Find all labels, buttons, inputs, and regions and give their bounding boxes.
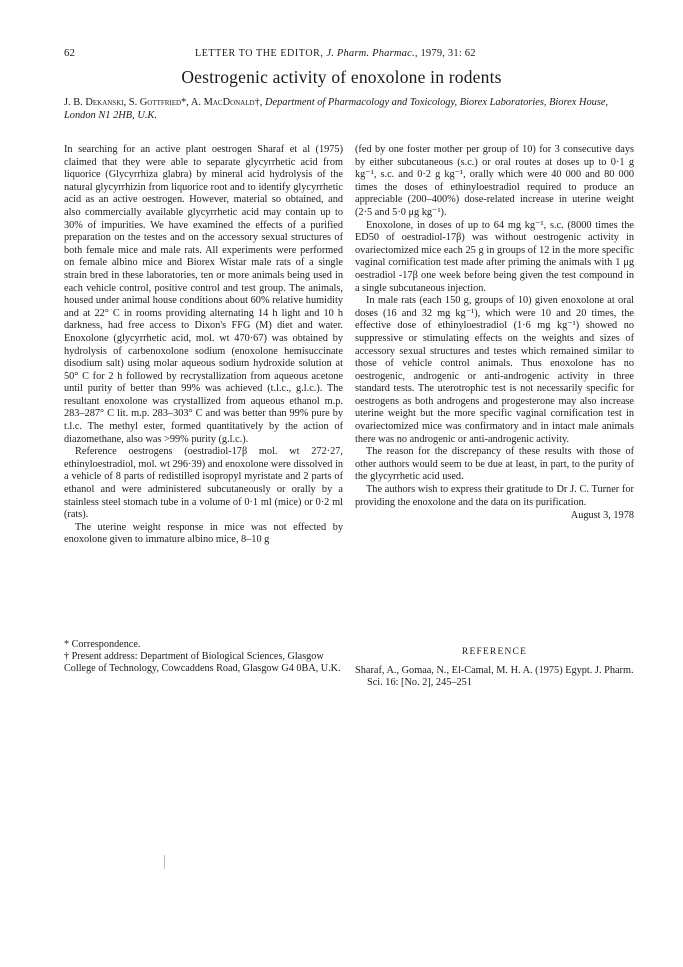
paragraph: (fed by one foster mother per group of 10) for 3 consecutive days by either subcutaneous (s.c.) or oral routes at doses up to 0·1 g kg⁻¹, s.c. and 0·2 g kg⁻¹, orally which were 40 000 and 80 000 times the doses of ethinyloestradiol required to produce an appreciable (200–400%) dose-related increase in uterine weight (2·5 and 5·0 μg kg⁻¹). [355, 144, 634, 218]
reference-entry: Sharaf, A., Gomaa, N., El-Camal, M. H. A. (1975) Egypt. J. Pharm. Sci. 16: [No. 2], 245–251 [355, 665, 634, 689]
paragraph: Enoxolone, in doses of up to 64 mg kg⁻¹, s.c. (8000 times the ED50 of oestradiol-17β) was without oestrogenic activity in ovariectomized mice each 25 g in groups of 12 in the more specific vaginal cornification test made after priming the animals with 1 μg oestradiol -17β one week before being given the test compound in a single subcutaneous injection. [355, 219, 634, 294]
paragraph: In searching for an active plant oestrogen Sharaf et al (1975) claimed that they were able to separate glycyrrhetic acid from liquorice (Glycyrrhiza glabra) by mineral acid hydrolysis of the natural glycyrrhizin from liquorice root and to identify glycyrrhetic acid as an active oestrogen. However, material so obtained, and also commercially available glycyrrhetic acid may contain up to 30% of impurities. We have examined the effects of a purified preparation on the testes and on the accessory sexual structures of both female mice and male rats. All experiments were performed on female albino mice and Biorex Wistar male rats of a single strain bred in these laboratories, ten or more animals being used in each vehicle control, positive control and test group. The animals, housed under animal house conditions about 60% relative humidity and at 22° C in rooms providing alternating 14 h light and 10 h darkness, had free access to Dixon's FFG (M) diet and water. Enoxolone (glycyrrhetic acid, mol. wt 470·67) was obtained by hydrolysis of carbenoxolone sodium (enoxolone hemisuccinate disodium salt) using molar aqueous sodium hydroxide solution at 50° C for 2 h followed by recrystallization from aqueous acetone until purity of better than 99% was achieved (t.l.c., g.l.c.). The resultant enoxolone was crystallized from aqueous ethanol m.p. 283–287° C lit. m.p. 283–303° C and was better than 99% pure by t.l.c. The methyl ester, formed quantitatively by the action of diazomethane, also was >99% purity (g.l.c.). [64, 144, 343, 445]
paragraph: The reason for the discrepancy of these results with those of other authors would seem to be due at least, in part, to the purity of the glycyrrhetic acid used. [355, 446, 634, 483]
paragraph: The authors wish to express their gratitude to Dr J. C. Turner for providing the enoxolone and the data on its purification. [355, 484, 634, 508]
received-date: August 3, 1978 [570, 510, 634, 522]
authors-block [64, 97, 619, 122]
footnotes [64, 639, 343, 676]
running-head [195, 48, 476, 59]
reference-heading: REFERENCE [461, 647, 528, 657]
running-head-journal: J. Pharm. Pharmac., [326, 48, 418, 59]
author-names: J. B. Dekanski, S. Gottfried*, A. MacDonald†, [64, 97, 263, 108]
footnote: * Correspondence. [64, 639, 141, 650]
paragraph: In male rats (each 150 g, groups of 10) given enoxolone at oral doses (16 and 32 mg kg⁻¹), which were 10 and 20 times, the effective dose of ethinyloestradiol (1·6 mg kg⁻¹) showed no suppressive or stimulating effects on the weights and sizes of accessory sexual structures and testes which remained similar to those of vehicle control animals. Thus enoxolone has no oestrogenic, androgenic or anti-androgenic activity in three standard tests. The uterotrophic test is not necessarily specific for oestrogens as both androgens and progesterone may also increase uterine weight but the more specific vaginal cornification test in ovariectomized mice was confirmatory and in intact male animals there was no androgenic or anti-androgenic activity. [355, 295, 634, 445]
running-head-citation: 1979, 31: 62 [420, 48, 476, 59]
article-title: Oestrogenic activity of enoxolone in rodents [181, 67, 502, 87]
body-column-left [64, 144, 343, 547]
page-number: 62 [64, 47, 75, 59]
running-head-label: LETTER TO THE EDITOR, [195, 48, 324, 59]
author-affiliation: Department of Pharmacology and Toxicology, Biorex Laboratories, Biorex House, London N1 2HB, U.K. [64, 97, 609, 121]
body-column-right [355, 144, 634, 523]
paragraph: The uterine weight response in mice was not effected by enoxolone given to immature albino mice, 8–10 g [64, 521, 343, 546]
footnote: † Present address: Department of Biological Sciences, Glasgow College of Technology, Cowcaddens Road, Glasgow G4 0BA, U.K. [64, 651, 341, 675]
page-mark [164, 855, 165, 869]
paragraph: Reference oestrogens (oestradiol-17β mol. wt 272·27, ethinyloestradiol, mol. wt 296·39) and enoxolone were dissolved in a vehicle of 8 parts of redistilled isopropyl myristate and 2 parts of ethanol and were administered subcutaneously or orally by a stainless steel stomach tube in a volume of 0·1 ml (mice) or 0·2 ml (rats). [64, 446, 343, 521]
